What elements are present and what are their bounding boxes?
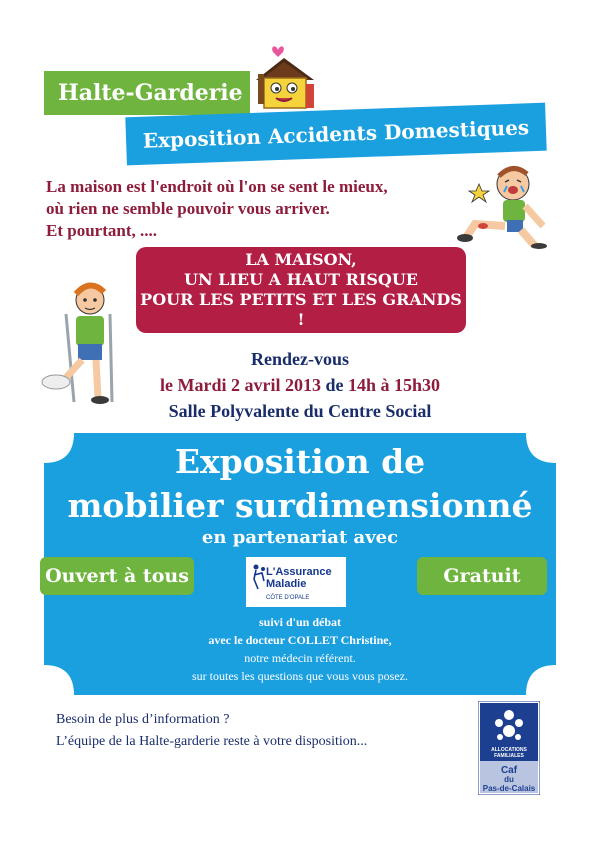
alert-box xyxy=(136,247,466,333)
caf-allocations-text xyxy=(478,747,540,759)
exposition-title xyxy=(60,440,540,528)
caf-name: Caf xyxy=(500,765,518,776)
event-date: Mardi 2 avril 2013 xyxy=(177,375,321,395)
caf-region-text xyxy=(478,766,540,793)
event-le: le xyxy=(159,375,173,395)
intro-line-1: La maison est l'endroit où l'on se sent le mieux, xyxy=(46,177,388,196)
assurance-maladie-name xyxy=(266,566,344,590)
event-time: 14h à 15h30 xyxy=(347,375,440,395)
caf-familiales: FAMILIALES xyxy=(494,753,524,759)
event-de: de xyxy=(325,375,344,395)
crying-child-illustration xyxy=(455,160,555,250)
debate-line-2 xyxy=(120,631,480,649)
event-place: Salle Polyvalente du Centre Social xyxy=(168,401,432,421)
debate-line-3: notre médecin référent. xyxy=(244,651,356,665)
footer-info xyxy=(56,709,476,753)
intro-line-3: Et pourtant, .... xyxy=(46,221,157,240)
halte-garderie-tag: Halte-Garderie xyxy=(44,71,250,115)
intro-text xyxy=(46,176,426,242)
event-date-line xyxy=(90,372,510,398)
alert-line-2: UN LIEU A HAUT RISQUE xyxy=(184,270,418,289)
alert-line-1: LA MAISON, xyxy=(245,250,357,269)
alert-line-3: POUR LES PETITS ET LES GRANDS ! xyxy=(140,290,462,329)
debate-line-4: sur toutes les questions que vous vous posez. xyxy=(192,669,408,683)
debate-line-2-text: avec le docteur COLLET Christine, xyxy=(208,633,392,647)
debate-line-1-text: suivi d'un débat xyxy=(258,615,342,629)
footer-line-1: Besoin de plus d’information ? xyxy=(56,712,230,727)
open-to-all-badge: Ouvert à tous xyxy=(40,557,194,595)
debate-text xyxy=(120,613,480,685)
assurance-maladie-name-2: Maladie xyxy=(266,578,307,590)
footer-line-2: L’équipe de la Halte-garderie reste à votre disposition... xyxy=(56,734,368,749)
exposition-title-line-1: Exposition de xyxy=(174,442,426,481)
house-illustration xyxy=(248,44,320,112)
intro-line-2: où rien ne semble pouvoir vous arriver. xyxy=(46,199,330,218)
assurance-maladie-region: CÔTE D'OPALE xyxy=(266,595,310,601)
rdv-label: Rendez-vous xyxy=(251,349,349,369)
partner-text: en partenariat avec xyxy=(201,527,399,548)
free-badge: Gratuit xyxy=(417,557,547,595)
caf-allocations: ALLOCATIONS xyxy=(491,747,527,753)
caf-region: Pas-de-Calais xyxy=(482,784,536,793)
event-details xyxy=(90,346,510,424)
exposition-banner: Exposition Accidents Domestiques xyxy=(125,103,546,166)
assurance-maladie-name-1: L'Assurance xyxy=(266,566,332,578)
exposition-title-line-2: mobilier surdimensionné xyxy=(67,486,533,525)
debate-line-1 xyxy=(120,613,480,631)
caf-du: du xyxy=(504,775,514,784)
